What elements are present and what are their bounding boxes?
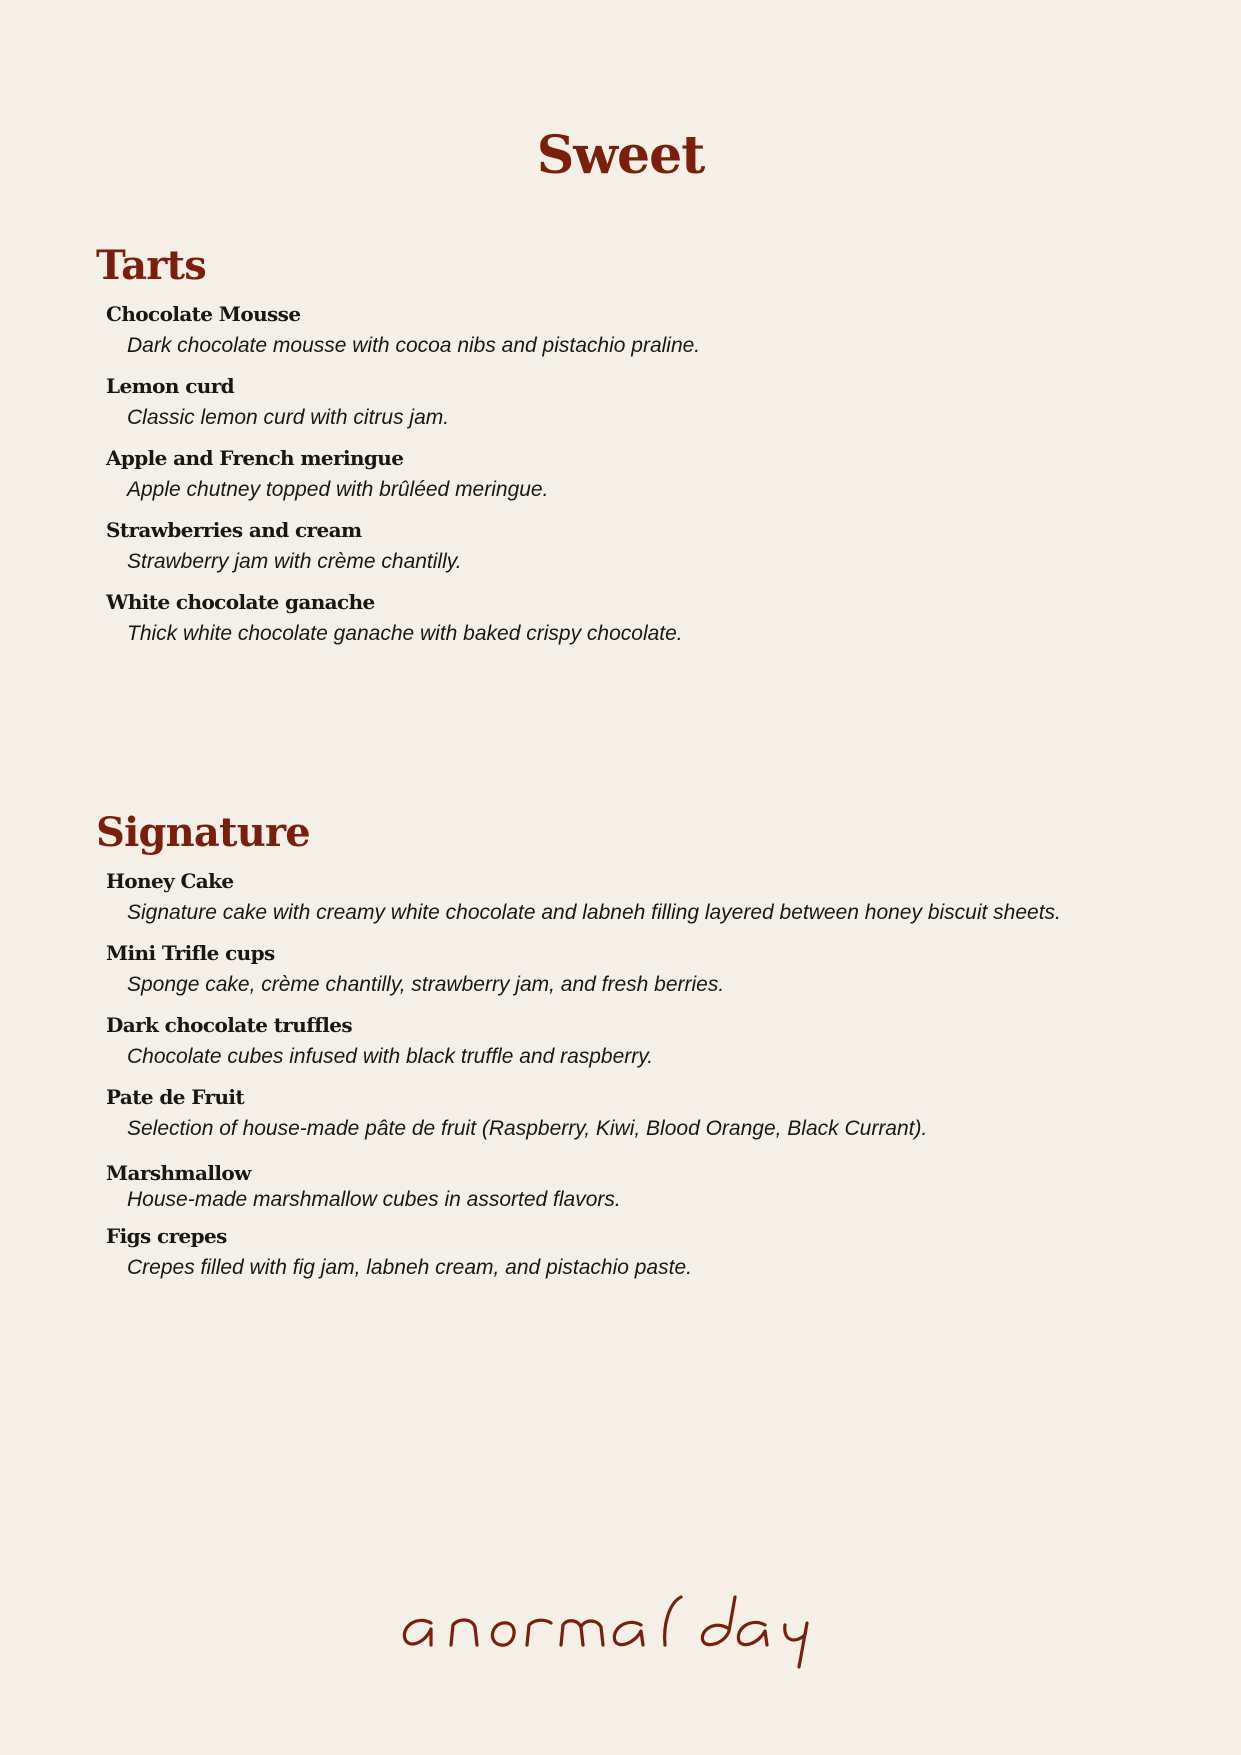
menu-item-description: Crepes filled with fig jam, labneh cream, and pistachio paste.	[127, 1256, 692, 1279]
menu-item	[106, 591, 1156, 646]
menu-item	[106, 1225, 1156, 1280]
menu-item-name: Figs crepes	[106, 1224, 227, 1248]
menu-item-name: Pate de Fruit	[106, 1085, 245, 1109]
menu-item-description: Strawberry jam with crème chantilly.	[127, 550, 462, 573]
menu-item-description: Selection of house-made pâte de fruit (Raspberry, Kiwi, Blood Orange, Black Currant).	[127, 1117, 928, 1140]
menu-item-name: Dark chocolate truffles	[106, 1013, 353, 1037]
handwritten-logo-icon	[395, 1585, 855, 1675]
section-title: Signature	[96, 809, 310, 856]
menu-item	[106, 942, 1156, 997]
menu-item-name: Marshmallow	[106, 1161, 251, 1185]
menu-item	[106, 1014, 1156, 1069]
menu-item-name: Mini Trifle cups	[106, 941, 275, 965]
menu-item	[106, 1086, 1156, 1141]
section-title: Tarts	[96, 242, 206, 289]
menu-item-description: Dark chocolate mousse with cocoa nibs and pistachio praline.	[127, 334, 701, 357]
menu-item-name: White chocolate ganache	[106, 590, 375, 614]
menu-item-description: House-made marshmallow cubes in assorted flavors.	[127, 1188, 621, 1211]
menu-item	[106, 447, 1156, 502]
menu-item	[106, 519, 1156, 574]
section-signature	[96, 809, 1156, 1280]
menu-item-description: Chocolate cubes infused with black truffle and raspberry.	[127, 1045, 654, 1068]
menu-item-description: Apple chutney topped with brûléed meringue.	[127, 478, 549, 501]
section-tarts	[96, 242, 1156, 646]
menu-item-description: Sponge cake, crème chantilly, strawberry jam, and fresh berries.	[127, 973, 725, 996]
menu-item-description: Classic lemon curd with citrus jam.	[127, 406, 450, 429]
menu-item-name: Chocolate Mousse	[106, 302, 301, 326]
menu-item	[106, 375, 1156, 430]
menu-item-description: Thick white chocolate ganache with baked crispy chocolate.	[127, 622, 683, 645]
menu-item-name: Lemon curd	[106, 374, 235, 398]
menu-item-name: Honey Cake	[106, 869, 234, 893]
page-title: Sweet	[536, 125, 705, 186]
menu-item	[106, 870, 1156, 925]
menu-item-name: Strawberries and cream	[106, 518, 362, 542]
menu-item-description: Signature cake with creamy white chocolate and labneh filling layered between honey biscuit sheets.	[127, 901, 1061, 924]
menu-item	[106, 1162, 1156, 1212]
menu-item-name: Apple and French meringue	[106, 446, 404, 470]
menu-item	[106, 303, 1156, 358]
